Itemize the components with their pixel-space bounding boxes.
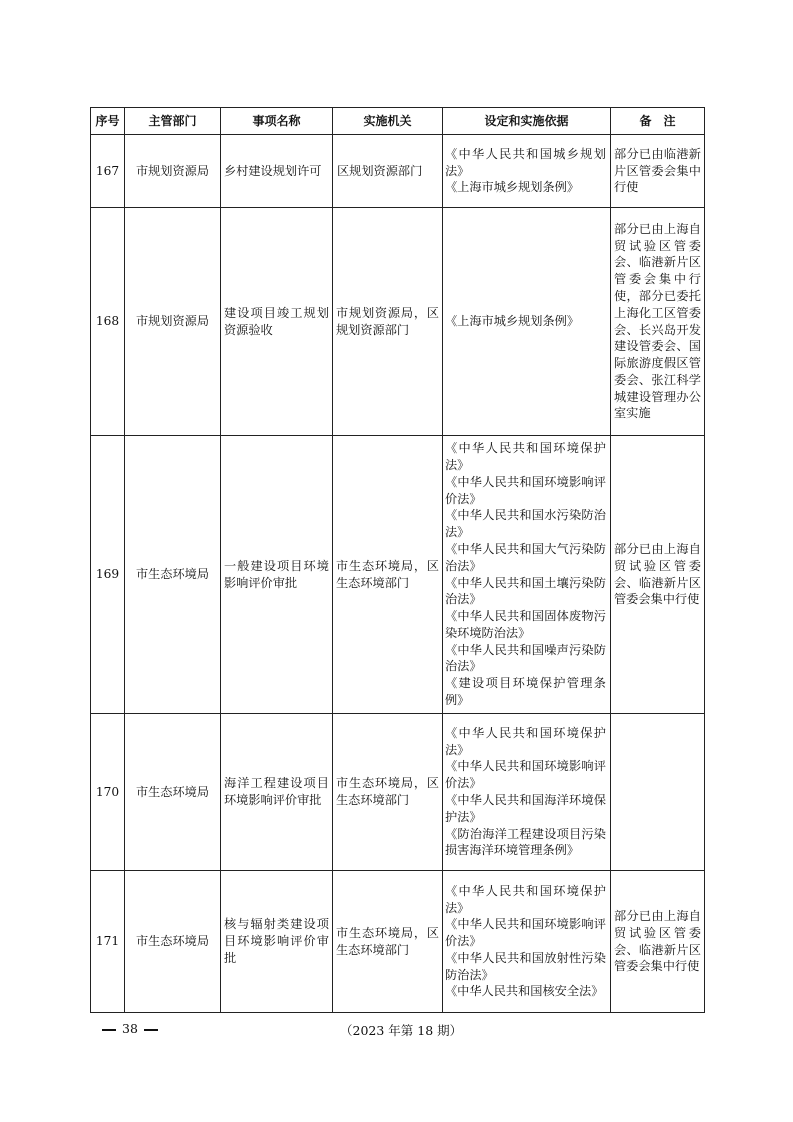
row-serial-number: 167	[91, 135, 125, 208]
row-item-name: 海洋工程建设项目环境影响评价审批	[221, 714, 333, 871]
basis-line: 《中华人民共和国环境保护法》	[445, 725, 606, 757]
row-item-name: 建设项目竣工规划资源验收	[221, 208, 333, 436]
issue-label: （2023 年第 18 期）	[340, 1023, 463, 1038]
row-legal-basis	[443, 714, 611, 871]
table-header-row	[91, 108, 705, 135]
basis-line: 《中华人民共和国环境保护法》	[445, 883, 606, 915]
header-agency: 实施机关	[333, 108, 443, 135]
row-department: 市规划资源局	[125, 208, 221, 436]
row-legal-basis	[443, 436, 611, 714]
row-serial-number: 171	[91, 871, 125, 1013]
row-note	[611, 714, 705, 871]
row-agency: 区规划资源部门	[333, 135, 443, 208]
page-number-block	[96, 1021, 164, 1036]
basis-line: 《中华人民共和国固体废物污染环境防治法》	[445, 609, 606, 640]
basis-line: 《中华人民共和国城乡规划法》	[445, 146, 606, 178]
table-row	[91, 436, 705, 714]
row-note: 部分已由上海自贸试验区管委会、临港新片区管委会集中行使，部分已委托上海化工区管委会、长兴岛开发建设管委会、国际旅游度假区管委会、张江科学城建设管理办公室实施	[611, 208, 705, 436]
basis-line: 《中华人民共和国环境影响评价法》	[445, 759, 606, 791]
basis-line: 《中华人民共和国放射性污染防治法》	[445, 950, 606, 982]
row-serial-number: 169	[91, 436, 125, 714]
header-department: 主管部门	[125, 108, 221, 135]
header-legal-basis: 设定和实施依据	[443, 108, 611, 135]
basis-line: 《中华人民共和国环境保护法》	[445, 441, 606, 472]
basis-line: 《中华人民共和国大气污染防治法》	[445, 541, 606, 573]
header-note: 备 注	[611, 108, 705, 135]
approval-items-table-container	[90, 107, 704, 1013]
basis-line: 《中华人民共和国环境影响评价法》	[445, 917, 606, 949]
approval-items-table	[90, 107, 705, 1013]
row-item-name: 一般建设项目环境影响评价审批	[221, 436, 333, 714]
row-item-name: 乡村建设规划许可	[221, 135, 333, 208]
page-number: 38	[122, 1021, 138, 1036]
basis-line: 《防治海洋工程建设项目污染损害海洋环境管理条例》	[445, 826, 606, 858]
basis-line: 《中华人民共和国海洋环境保护法》	[445, 793, 606, 824]
basis-line: 《上海市城乡规划条例》	[445, 314, 580, 329]
row-department: 市规划资源局	[125, 135, 221, 208]
header-item-name: 事项名称	[221, 108, 333, 135]
page-footer	[90, 1021, 704, 1041]
basis-line: 《中华人民共和国水污染防治法》	[445, 508, 606, 540]
row-serial-number: 170	[91, 714, 125, 871]
row-department: 市生态环境局	[125, 714, 221, 871]
basis-line: 《中华人民共和国土壤污染防治法》	[445, 575, 606, 607]
row-agency: 市规划资源局，区规划资源部门	[333, 208, 443, 436]
dash-right-decoration	[144, 1029, 158, 1031]
basis-line: 《中华人民共和国核安全法》	[445, 984, 604, 999]
row-agency: 市生态环境局，区生态环境部门	[333, 871, 443, 1013]
header-serial-number: 序号	[91, 108, 125, 135]
basis-line: 《上海市城乡规划条例》	[445, 180, 580, 195]
row-department: 市生态环境局	[125, 436, 221, 714]
row-legal-basis	[443, 208, 611, 436]
dash-left-decoration	[102, 1029, 116, 1031]
table-row	[91, 135, 705, 208]
row-legal-basis	[443, 871, 611, 1013]
basis-line: 《中华人民共和国噪声污染防治法》	[445, 642, 606, 674]
row-legal-basis	[443, 135, 611, 208]
row-item-name: 核与辐射类建设项目环境影响评价审批	[221, 871, 333, 1013]
basis-line: 《中华人民共和国环境影响评价法》	[445, 474, 606, 506]
row-agency: 市生态环境局，区生态环境部门	[333, 436, 443, 714]
table-row	[91, 208, 705, 436]
row-department: 市生态环境局	[125, 871, 221, 1013]
row-note: 部分已由上海自贸试验区管委会、临港新片区管委会集中行使	[611, 871, 705, 1013]
table-row	[91, 714, 705, 871]
basis-line: 《建设项目环境保护管理条例》	[445, 676, 606, 708]
row-note: 部分已由临港新片区管委会集中行使	[611, 135, 705, 208]
row-note: 部分已由上海自贸试验区管委会、临港新片区管委会集中行使	[611, 436, 705, 714]
row-agency: 市生态环境局，区生态环境部门	[333, 714, 443, 871]
table-row	[91, 871, 705, 1013]
row-serial-number: 168	[91, 208, 125, 436]
